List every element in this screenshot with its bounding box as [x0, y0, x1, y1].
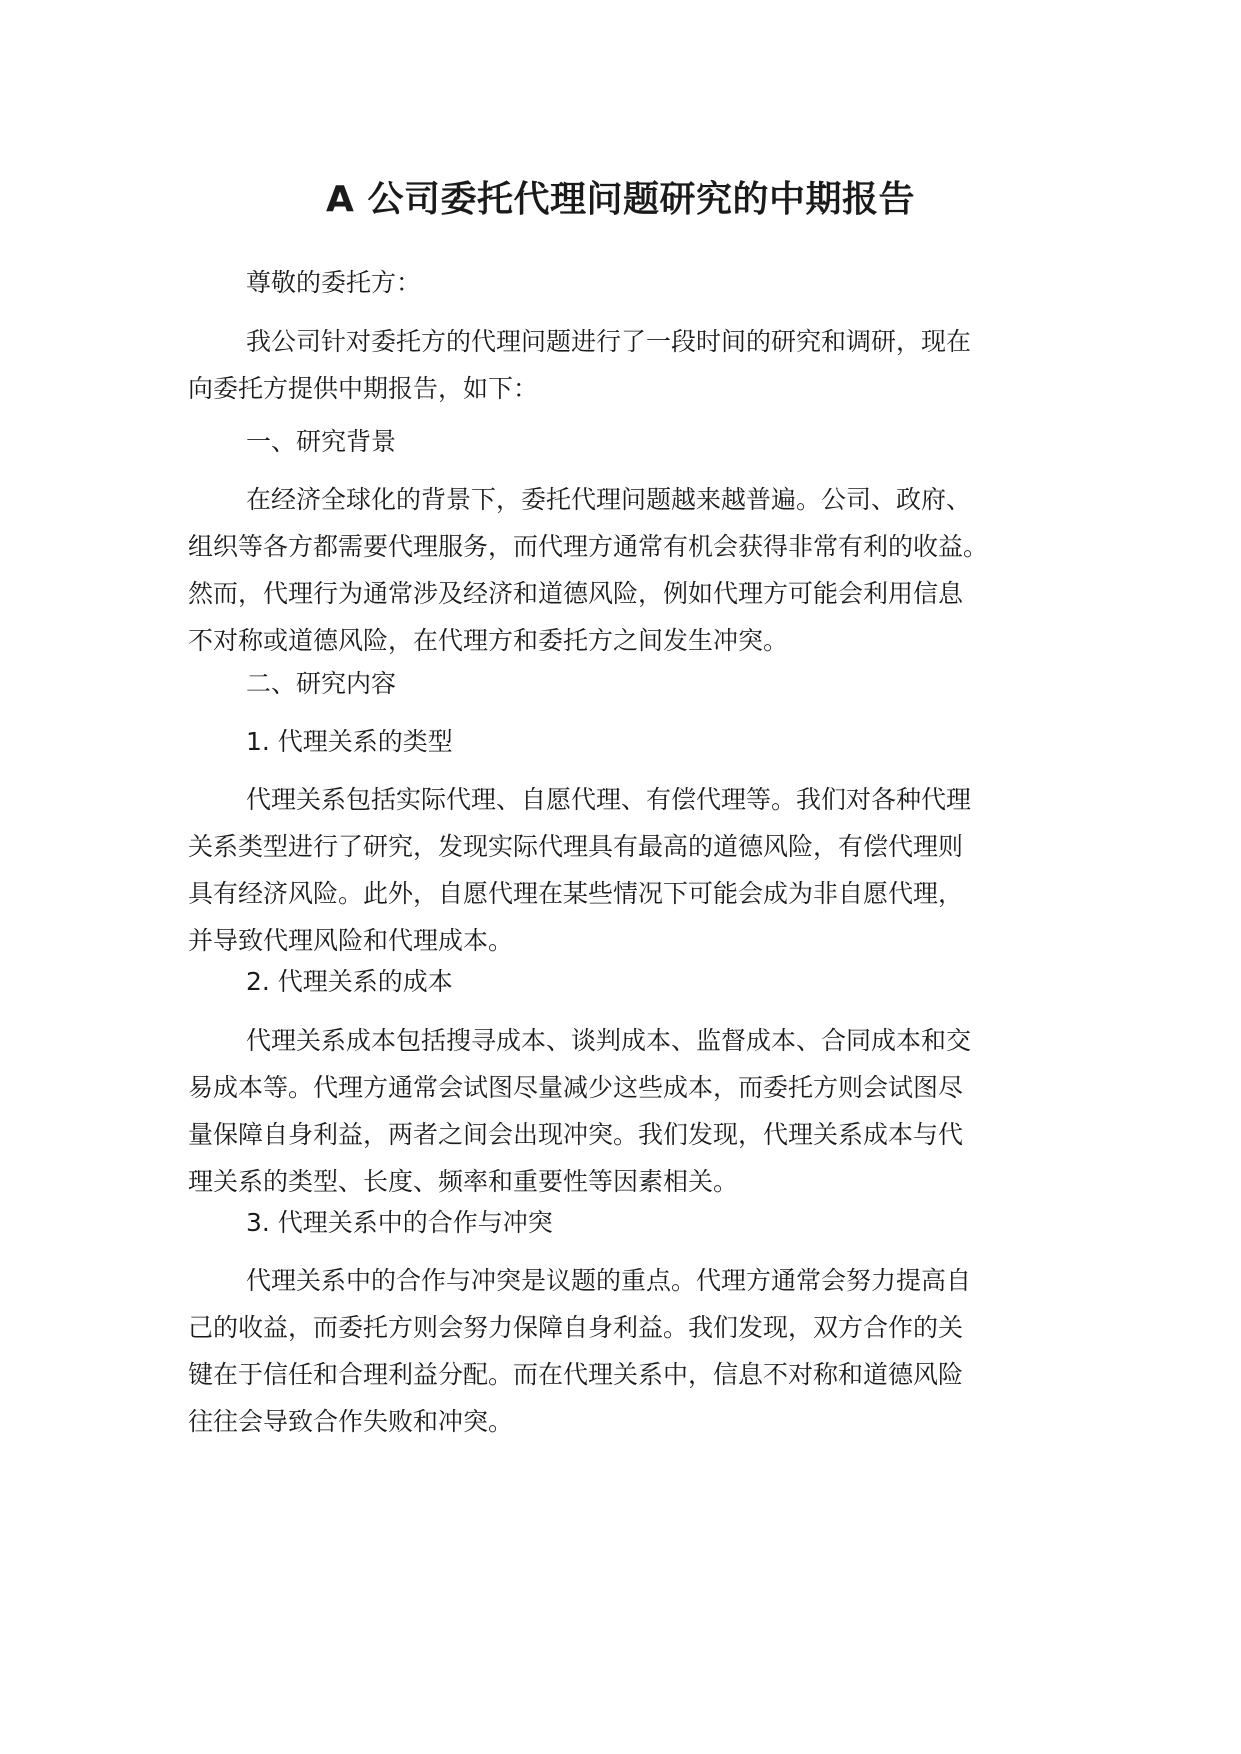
document-title: A 公司委托代理问题研究的中期报告 [326, 179, 915, 220]
salutation [188, 259, 1068, 306]
paragraph-line: 并导致代理风险和代理成本。 [188, 926, 514, 955]
paragraph-line: 具有经济风险。此外，自愿代理在某些情况下可能会成为非自愿代理， [188, 879, 964, 908]
heading-text: 一、研究背景 [246, 427, 397, 456]
salutation-text: 尊敬的委托方： [246, 268, 422, 297]
heading-text: 1. 代理关系的类型 [246, 727, 453, 756]
paragraph-line: 易成本等。代理方通常会试图尽量减少这些成本，而委托方则会试图尽 [188, 1073, 964, 1102]
intro-paragraph [188, 318, 1068, 412]
paragraph-line: 键在于信任和合理利益分配。而在代理关系中，信息不对称和道德风险 [188, 1360, 964, 1389]
subheading-cooperation [188, 1199, 1068, 1246]
cooperation-paragraph [188, 1257, 1068, 1445]
paragraph-line: 代理关系中的合作与冲突是议题的重点。代理方通常会努力提高自 [246, 1266, 972, 1295]
paragraph-line: 己的收益，而委托方则会努力保障自身利益。我们发现，双方合作的关 [188, 1313, 964, 1342]
paragraph-line: 量保障自身利益，两者之间会出现冲突。我们发现，代理关系成本与代 [188, 1120, 964, 1149]
paragraph-line: 关系类型进行了研究，发现实际代理具有最高的道德风险，有偿代理则 [188, 832, 964, 861]
paragraph-line: 代理关系包括实际代理、自愿代理、有偿代理等。我们对各种代理 [246, 785, 972, 814]
paragraph-line: 代理关系成本包括搜寻成本、谈判成本、监督成本、合同成本和交 [246, 1026, 972, 1055]
background-paragraph [188, 476, 1068, 664]
heading-text: 二、研究内容 [246, 669, 397, 698]
paragraph-line: 不对称或道德风险，在代理方和委托方之间发生冲突。 [188, 626, 789, 655]
paragraph-line: 向委托方提供中期报告，如下： [188, 374, 539, 403]
paragraph-line: 在经济全球化的背景下，委托代理问题越来越普遍。公司、政府、 [246, 485, 972, 514]
subheading-types [188, 718, 1068, 765]
heading-text: 2. 代理关系的成本 [246, 967, 453, 996]
subheading-costs [188, 958, 1068, 1005]
paragraph-line: 我公司针对委托方的代理问题进行了一段时间的研究和调研，现在 [246, 327, 972, 356]
section-heading-content [188, 660, 1068, 707]
costs-paragraph [188, 1017, 1068, 1205]
paragraph-line: 往往会导致合作失败和冲突。 [188, 1407, 514, 1436]
section-heading-background [188, 418, 1068, 465]
paragraph-line: 理关系的类型、长度、频率和重要性等因素相关。 [188, 1167, 739, 1196]
types-paragraph [188, 776, 1068, 964]
heading-text: 3. 代理关系中的合作与冲突 [246, 1208, 553, 1237]
paragraph-line: 然而，代理行为通常涉及经济和道德风险，例如代理方可能会利用信息 [188, 579, 964, 608]
paragraph-line: 组织等各方都需要代理服务，而代理方通常有机会获得非常有利的收益。 [188, 532, 989, 561]
